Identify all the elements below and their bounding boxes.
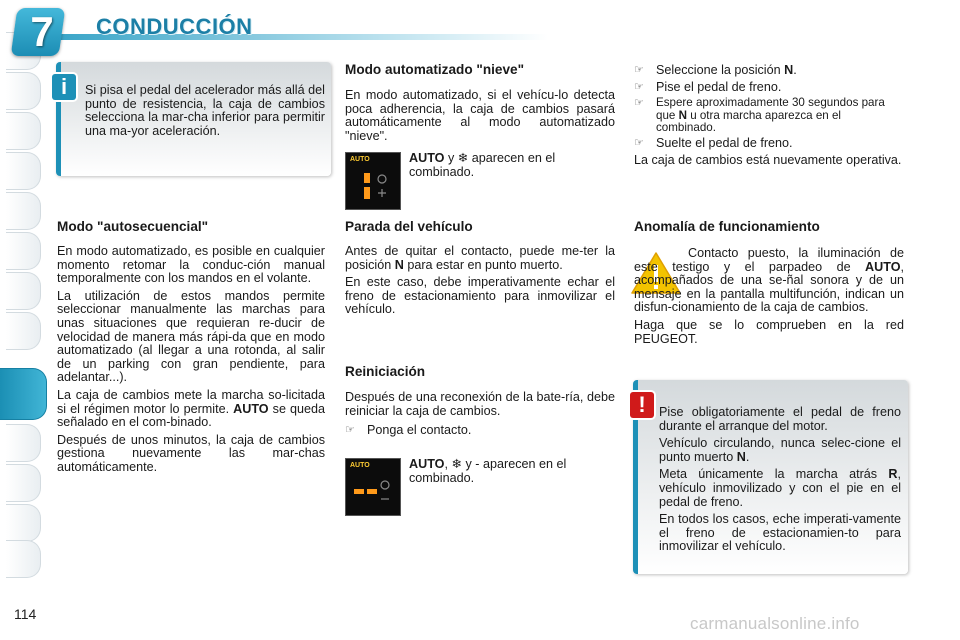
- paragraph: Antes de quitar el contacto, puede me-ter la posición N para estar en punto muerto.: [345, 244, 615, 272]
- malfunction-section: [634, 219, 904, 234]
- restart-caption: AUTO, ❄ y - aparecen en el combinado.: [409, 457, 567, 485]
- snow-caption: AUTO y ❄ aparecen en el combinado.: [409, 151, 556, 179]
- paragraph: En todos los casos, eche imperati-vamente el freno de estacionamien-to para inmovilizar el vehículo.: [659, 512, 901, 554]
- snow-indicator-icon: [350, 167, 396, 205]
- watermark: carmanualsonline.info: [690, 614, 860, 633]
- warning-box: [633, 380, 908, 574]
- warning-icon: !: [630, 392, 654, 418]
- paragraph: Después de una reconexión de la bate-ría, debe reiniciar la caja de cambios.: [345, 390, 615, 418]
- pointing-hand-icon: ☞: [634, 80, 644, 93]
- bold-term: N: [784, 63, 794, 77]
- restart-section: [345, 364, 615, 441]
- chapter-number: 7: [30, 8, 54, 55]
- paragraph: En este caso, debe imperativamente echar el freno de estacionamiento para inmovilizar el vehículo.: [345, 275, 615, 317]
- display-auto-label: AUTO: [350, 462, 370, 469]
- pointing-hand-icon: ☞: [634, 137, 644, 150]
- stop-section: [345, 219, 615, 321]
- pointing-hand-icon: ☞: [634, 97, 644, 110]
- paragraph: En modo automatizado, si el vehícu-lo detecta poca adherencia, la caja de cambios pasará automáticamente al modo automatizado "nieve".: [345, 88, 615, 143]
- bold-term: AUTO: [865, 259, 901, 274]
- chapter-tab-strip: [0, 32, 46, 577]
- section-heading: Reiniciación: [345, 364, 426, 379]
- info-box: [56, 62, 331, 176]
- info-icon: i: [52, 74, 76, 100]
- chapter-tab: [6, 504, 41, 542]
- bold-term: N: [736, 449, 746, 464]
- display-panel-snow: [345, 152, 401, 210]
- section-heading: Modo automatizado "nieve": [345, 62, 525, 77]
- malfunction-text: [634, 247, 904, 346]
- snow-mode-section: [345, 62, 615, 143]
- paragraph: La caja de cambios mete la marcha so-licitada si el régimen motor lo permite. AUTO se queda señalado en el com-binado.: [57, 387, 326, 430]
- restart-indicator-icon: [350, 475, 396, 511]
- pointing-hand-icon: ☞: [345, 424, 355, 437]
- bold-term: R: [888, 467, 898, 482]
- chapter-tab: [6, 232, 41, 270]
- section-heading: Anomalía de funcionamiento: [634, 219, 820, 234]
- bold-term: AUTO: [409, 151, 445, 165]
- chapter-tab: [6, 272, 41, 310]
- steps-list: [634, 64, 904, 168]
- chapter-tab: [6, 540, 41, 578]
- bold-term: N: [678, 108, 687, 122]
- paragraph: La utilización de estos mandos permite seleccionar manualmente las marchas para unas situaciones que requieran re-ducir de velocidad de manera más rápi-da que en modo automatizado (al llegar a una rotonda, al salir de un parking con gran pendiente, para adelantar...).: [57, 288, 325, 385]
- bold-term: AUTO: [409, 457, 445, 471]
- info-box-text: Si pisa el pedal del acelerador más allá del punto de resistencia, la caja de cambios selecciona la mar-cha inferior para permitir una ma-yor aceleración.: [85, 83, 325, 138]
- warning-box-text: [659, 406, 901, 558]
- bold-term: N: [394, 257, 404, 272]
- chapter-tab: [6, 312, 41, 350]
- section-heading: Modo "autosecuencial": [57, 219, 209, 234]
- chapter-tab: [6, 192, 41, 230]
- list-item: ☞ Suelte el pedal de freno.: [634, 136, 793, 151]
- chapter-tab: [6, 112, 41, 150]
- page-title: CONDUCCIÓN: [96, 14, 253, 39]
- bold-term: AUTO: [233, 401, 269, 416]
- autosequential-section: [57, 219, 325, 479]
- list-item: ☞ Seleccione la posición N.: [634, 63, 797, 77]
- paragraph: Haga que se lo comprueben en la red PEUGEOT.: [634, 317, 904, 346]
- paragraph: Vehículo circulando, nunca selec-cione el punto muerto N.: [659, 436, 901, 464]
- chapter-tab: [6, 152, 41, 190]
- pointing-hand-icon: ☞: [634, 64, 644, 76]
- paragraph: Pise obligatoriamente el pedal de freno durante el arranque del motor.: [659, 405, 901, 433]
- page-number: 114: [14, 606, 37, 622]
- display-panel-restart: [345, 458, 401, 516]
- paragraph: Meta únicamente la marcha atrás R, vehículo inmovilizado y con el pie en el pedal de freno.: [659, 467, 901, 509]
- list-item: ☞ Espere aproximadamente 30 segundos para que N u otra marcha aparezca en el combinado.: [634, 96, 885, 134]
- paragraph: Después de unos minutos, la caja de cambios gestiona nuevamente las mar-chas automáticamente.: [57, 432, 325, 474]
- paragraph: En modo automatizado, es posible en cualquier momento retomar la conduc-ción manual temporalmente con los mandos en el volante.: [57, 244, 325, 286]
- paragraph: La caja de cambios está nuevamente operativa.: [634, 153, 902, 167]
- display-auto-label: AUTO: [350, 156, 370, 163]
- chapter-tab-active: [0, 368, 47, 420]
- chapter-tab: [6, 424, 41, 462]
- chapter-tab: [6, 464, 41, 502]
- list-item: ☞ Ponga el contacto.: [345, 423, 472, 438]
- chapter-tab: [6, 72, 41, 110]
- paragraph: Contacto puesto, la iluminación de este testigo y el parpadeo de AUTO, acompañados de una se-ñal sonora y de un mensaje en la pantalla multifunción, indican un disfun-cionamiento de la caja de cambios.: [634, 246, 904, 315]
- section-heading: Parada del vehículo: [345, 219, 473, 234]
- list-item: ☞ Pise el pedal de freno.: [634, 79, 782, 94]
